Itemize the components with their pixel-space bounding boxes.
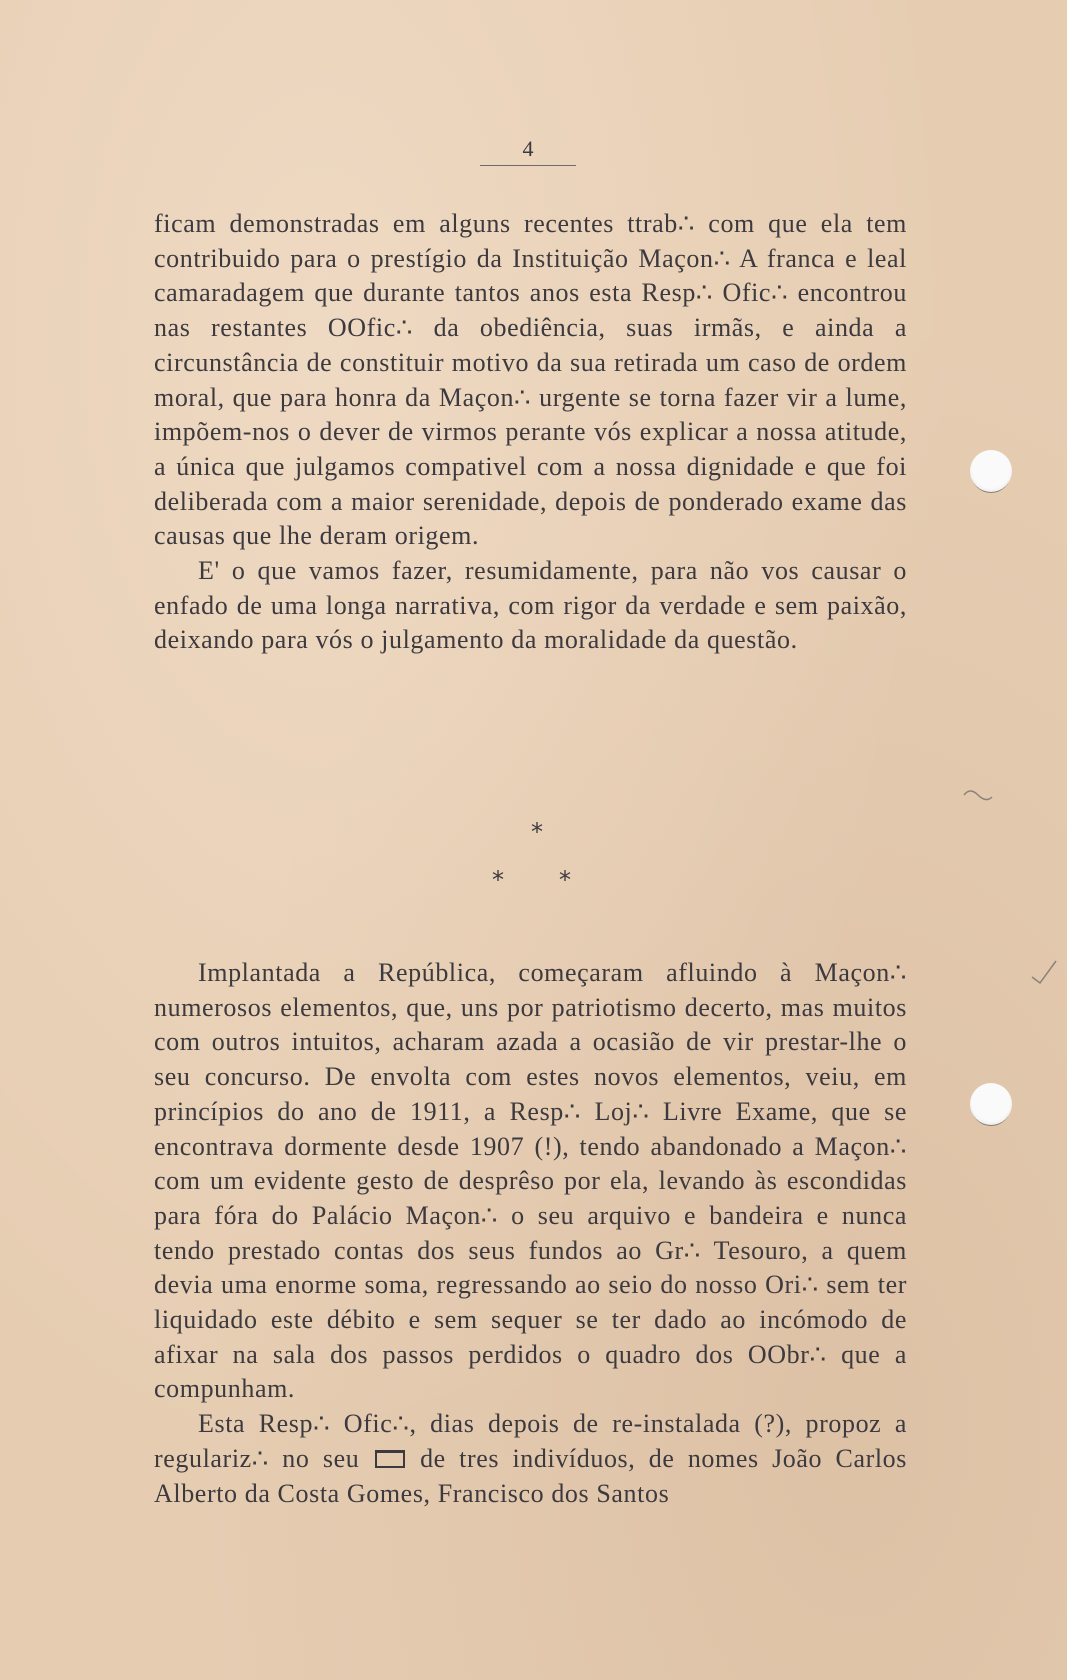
page-header xyxy=(480,137,576,166)
text-section-2 xyxy=(154,956,907,1511)
page-number-rule xyxy=(480,165,576,166)
separator-star-top: * xyxy=(531,818,543,846)
lodge-square-icon xyxy=(375,1450,405,1468)
page-number: 4 xyxy=(522,136,534,161)
separator-star-left: * xyxy=(492,866,504,894)
paragraph-proposal-end: de tres indivíduos, de nomes João Carlos Alberto da Costa Gomes, Francisco dos Santos xyxy=(154,1443,907,1508)
paper-speck-mark xyxy=(960,785,1000,805)
binder-hole-top xyxy=(970,450,1012,492)
paragraph-intent: E' o que vamos fazer, resumidamente, para não vos causar o enfado de uma longa narrativa, com rigor da verdade e sem paixão, deixando para vós o julgamento da moralidade da questão. xyxy=(154,556,907,655)
paragraph-continuation: ficam demonstradas em alguns recentes ttrab∴ com que ela tem contribuido para o prestígio da Instituição Maçon∴ A franca e leal camaradagem que durante tantos anos esta Resp∴ Ofic∴ encontrou nas restantes OOfic∴ da obediência, suas irmãs, e ainda a circunstância de constituir motivo da sua retirada um caso de ordem moral, que para honra da Maçon∴ urgente se torna fazer vir a lume, impõem-nos o dever de virmos perante vós explicar a nossa atitude, a única que julgamos compativel com a nossa dignidade e que foi deliberada com a maior serenidade, depois de ponderado exame das causas que lhe deram origem. xyxy=(154,209,907,551)
paper-tick-mark xyxy=(1030,955,1060,985)
paragraph-republic: Implantada a República, começaram afluindo à Maçon∴ numerosos elementos, que, uns por patriotismo decerto, mas muitos com outros intuitos, acharam azada a ocasião de vir prestar-lhe o seu concurso. De envolta com estes novos elementos, veiu, em princípios do ano de 1911, a Resp∴ Loj∴ Livre Exame, que se encontrava dormente desde 1907 (!), tendo abandonado a Maçon∴ com um evidente gesto de desprêso por ela, levando às escondidas para fóra do Palácio Maçon∴ o seu arquivo e bandeira e nunca tendo prestado contas dos seus fundos ao Gr∴ Tesouro, a quem devia uma enorme soma, regressando ao seio do nosso Ori∴ sem ter liquidado este débito e sem sequer se ter dado ao incómodo de afixar na sala dos passos perdidos o quadro dos OObr∴ que a compunham. xyxy=(154,958,907,1404)
paragraph-proposal xyxy=(154,1407,907,1511)
separator-star-right: * xyxy=(559,866,571,894)
paragraph-proposal-start: Esta Resp∴ Ofic∴, dias depois de re-instalada (?), propoz a regulariz∴ no seu xyxy=(154,1409,907,1473)
binder-hole-bottom xyxy=(970,1083,1012,1125)
text-section-1 xyxy=(154,207,907,658)
